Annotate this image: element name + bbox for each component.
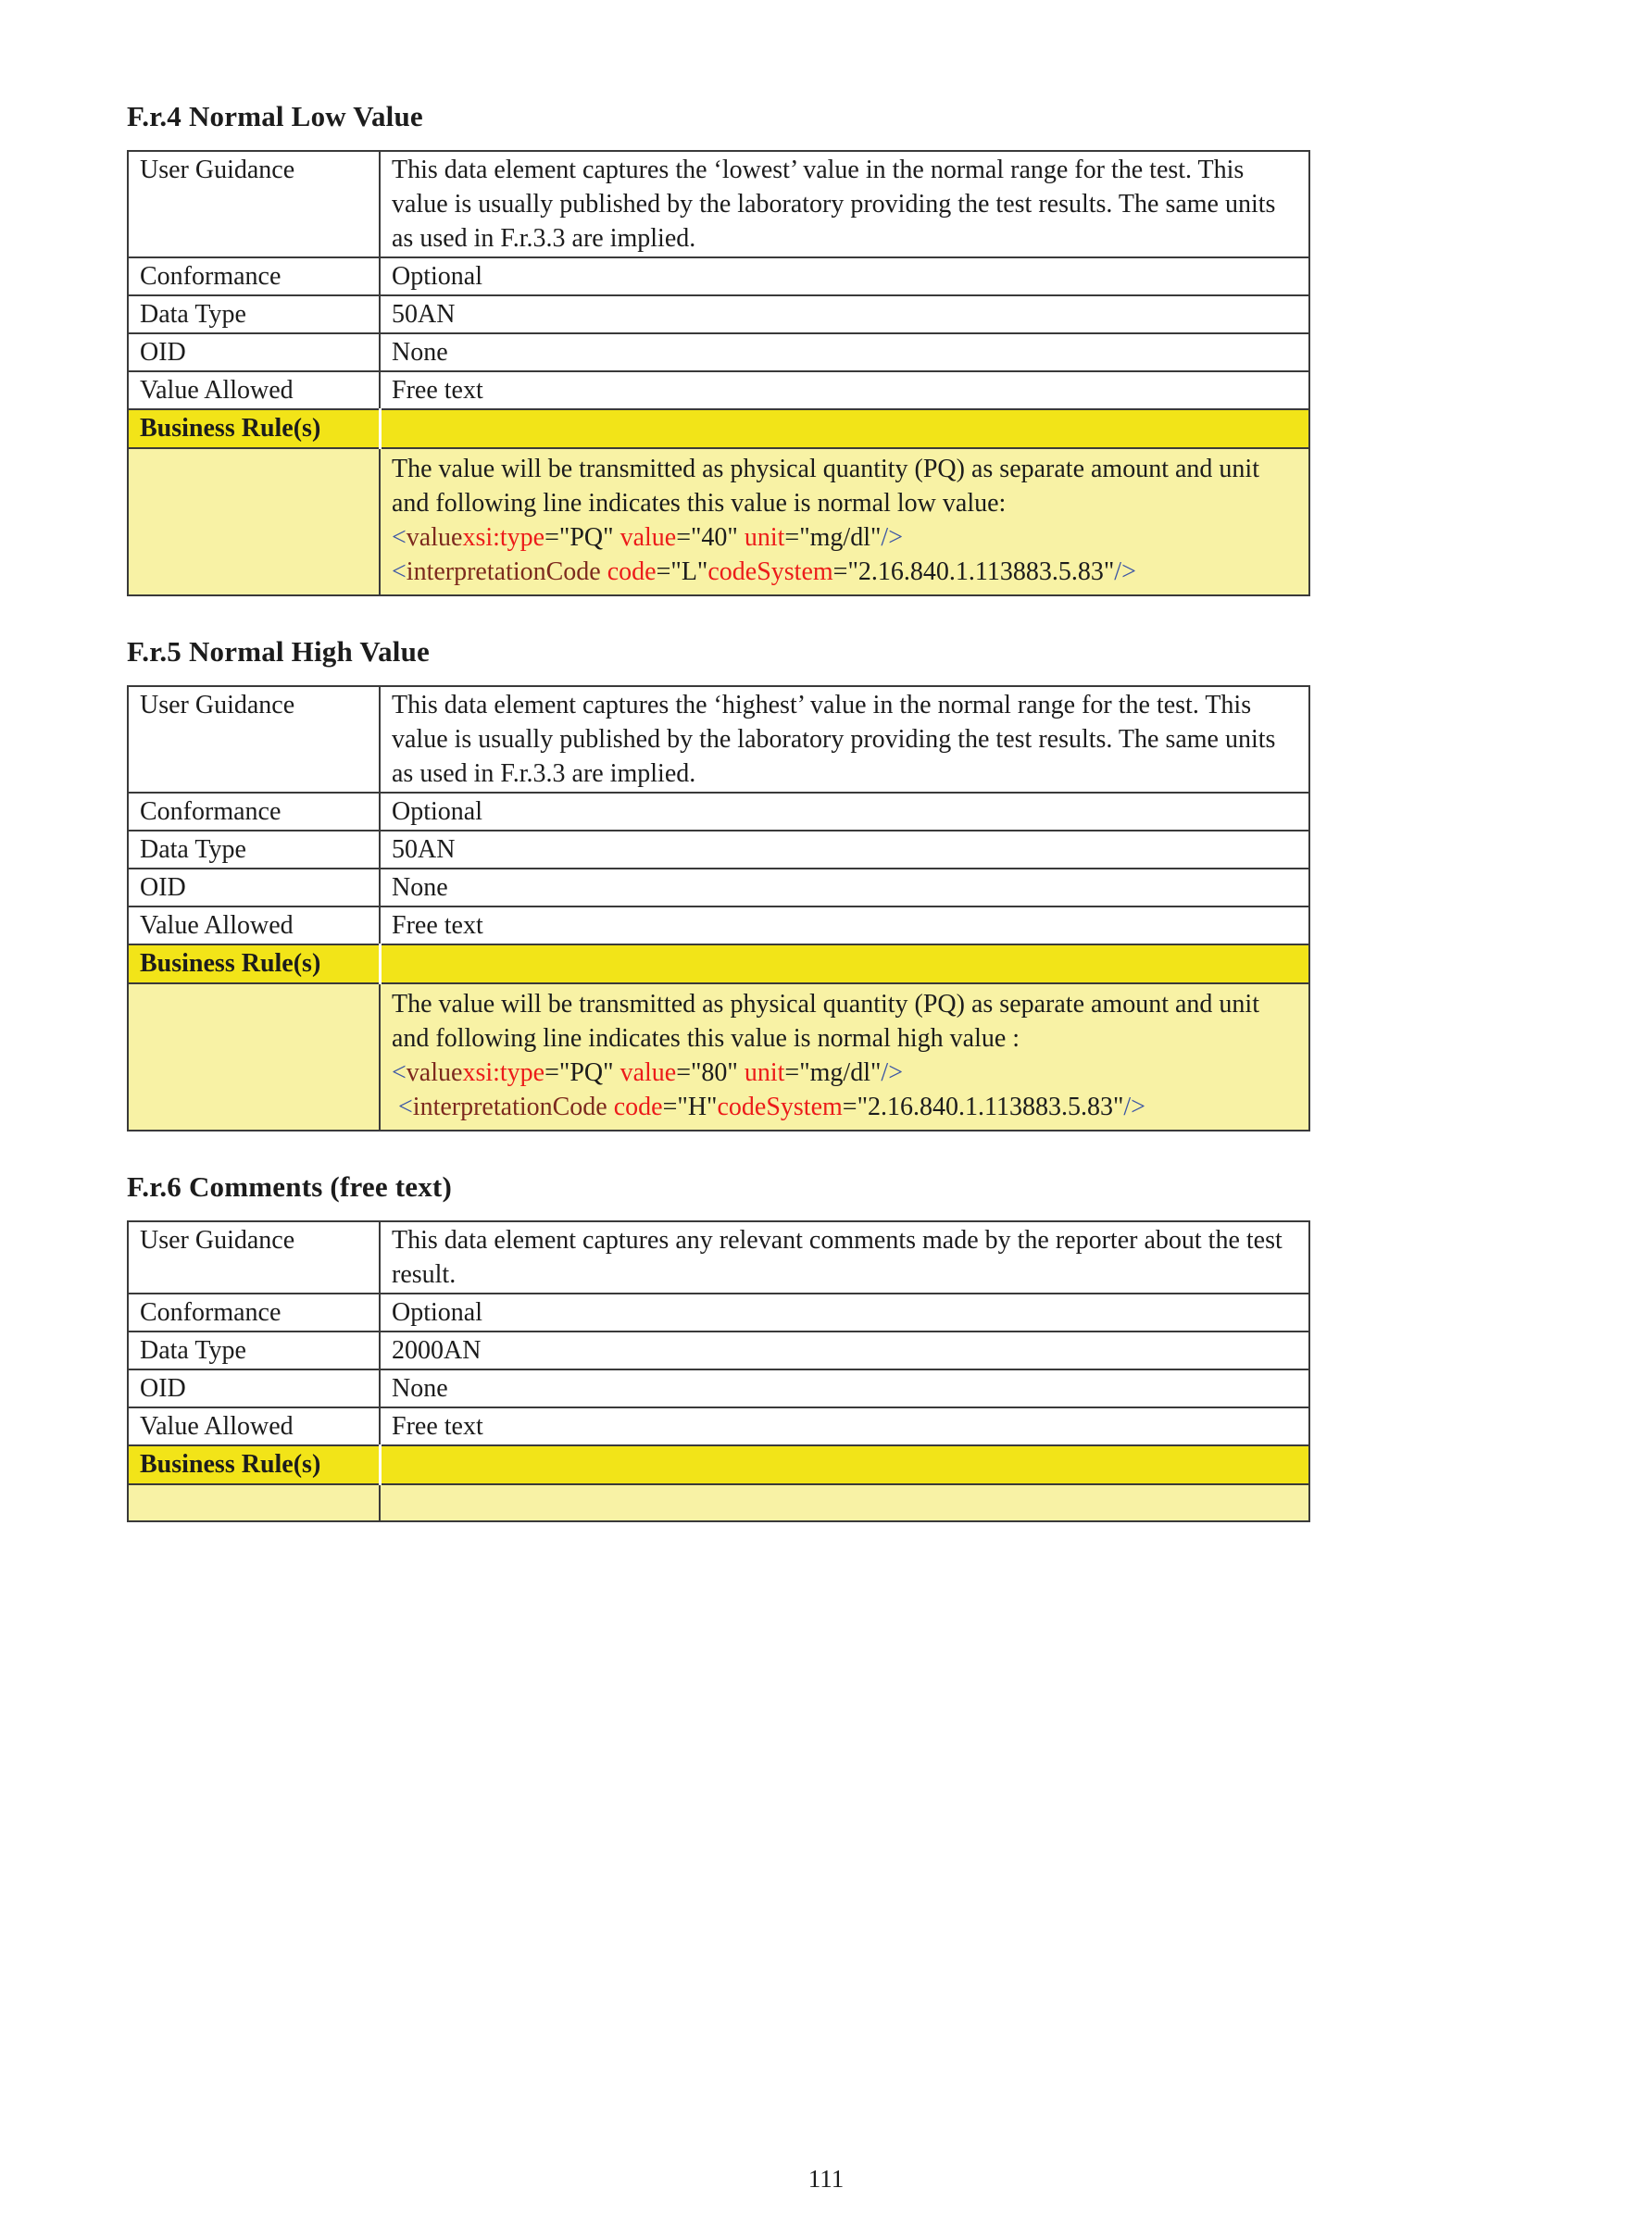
page-number: 111	[807, 2165, 845, 2193]
row-value: None	[380, 869, 1309, 906]
table-row-user-guidance	[128, 1221, 1309, 1294]
table-row-user-guidance	[128, 151, 1309, 257]
table-row-user-guidance	[128, 686, 1309, 793]
section-heading: F.r.5 Normal High Value	[127, 635, 430, 668]
row-value: Free text	[380, 906, 1309, 944]
row-value: None	[380, 333, 1309, 371]
row-label: Value Allowed	[128, 1407, 380, 1445]
table-row-conformance	[128, 257, 1309, 295]
table-row-data-type	[128, 831, 1309, 869]
table-row-conformance	[128, 793, 1309, 831]
table-row-value-allowed	[128, 1407, 1309, 1445]
business-rule-text: The value will be transmitted as physical quantity (PQ) as separate amount and unit and following line indicates this value is normal high value :	[392, 990, 1259, 1053]
table-row-oid	[128, 1369, 1309, 1407]
xml-code-line: <valuexsi:type="PQ" value="80" unit="mg/dl"/>	[392, 1058, 903, 1087]
row-label: Conformance	[128, 793, 380, 831]
xml-code-line: <interpretationCode code="L"codeSystem="2.16.840.1.113883.5.83"/>	[392, 557, 1136, 586]
business-rules-label: Business Rule(s)	[128, 1445, 380, 1484]
row-label: Data Type	[128, 831, 380, 869]
business-rules-content-row	[128, 983, 1309, 1131]
row-label: User Guidance	[128, 151, 380, 257]
row-label: Value Allowed	[128, 371, 380, 409]
row-value: Optional	[380, 257, 1309, 295]
xml-code-line: <valuexsi:type="PQ" value="40" unit="mg/dl"/>	[392, 523, 903, 552]
section-heading: F.r.6 Comments (free text)	[127, 1170, 452, 1203]
spec-table-fr6	[127, 1220, 1310, 1522]
table-row-data-type	[128, 1332, 1309, 1369]
business-rules-header-empty-cell	[380, 944, 1309, 983]
row-value: 50AN	[380, 831, 1309, 869]
business-rules-label: Business Rule(s)	[128, 409, 380, 448]
row-value: Optional	[380, 1294, 1309, 1332]
business-rules-content-cell	[380, 983, 1309, 1131]
table-row-value-allowed	[128, 906, 1309, 944]
section-fr4-normal-low-value	[0, 100, 1652, 596]
section-fr5-normal-high-value	[0, 635, 1652, 1132]
row-label: User Guidance	[128, 686, 380, 793]
row-value: Optional	[380, 793, 1309, 831]
row-label: Conformance	[128, 257, 380, 295]
row-label: Data Type	[128, 1332, 380, 1369]
business-rules-content-row	[128, 448, 1309, 595]
business-rules-content-empty-cell	[128, 983, 380, 1131]
row-label: OID	[128, 869, 380, 906]
row-label: OID	[128, 1369, 380, 1407]
row-value: Free text	[380, 371, 1309, 409]
business-rules-header-empty-cell	[380, 1445, 1309, 1484]
row-value: 50AN	[380, 295, 1309, 333]
xml-code-line: <interpretationCode code="H"codeSystem="2.16.840.1.113883.5.83"/>	[398, 1093, 1145, 1121]
section-fr6-comments	[0, 1170, 1652, 1522]
section-heading: F.r.4 Normal Low Value	[127, 100, 423, 132]
business-rules-content-empty-cell	[128, 448, 380, 595]
spec-table-fr5	[127, 685, 1310, 1132]
spec-table-fr4	[127, 150, 1310, 596]
business-rules-header-row	[128, 944, 1309, 983]
business-rule-text: The value will be transmitted as physical quantity (PQ) as separate amount and unit and following line indicates this value is normal low value:	[392, 455, 1259, 518]
business-rules-header-row	[128, 1445, 1309, 1484]
row-value: None	[380, 1369, 1309, 1407]
table-row-oid	[128, 333, 1309, 371]
row-value: Free text	[380, 1407, 1309, 1445]
row-label: User Guidance	[128, 1221, 380, 1294]
row-value: This data element captures any relevant comments made by the reporter about the test result.	[380, 1221, 1309, 1294]
business-rules-label: Business Rule(s)	[128, 944, 380, 983]
row-label: Conformance	[128, 1294, 380, 1332]
row-label: Value Allowed	[128, 906, 380, 944]
business-rules-header-empty-cell	[380, 409, 1309, 448]
table-row-value-allowed	[128, 371, 1309, 409]
empty-cell	[380, 1484, 1309, 1521]
business-rules-empty-row	[128, 1484, 1309, 1521]
table-row-data-type	[128, 295, 1309, 333]
row-value: This data element captures the ‘highest’ value in the normal range for the test. This value is usually published by the laboratory providing the test results. The same units as used in F.r.3.3 are implied.	[380, 686, 1309, 793]
row-value: This data element captures the ‘lowest’ value in the normal range for the test. This value is usually published by the laboratory providing the test results. The same units as used in F.r.3.3 are implied.	[380, 151, 1309, 257]
table-row-conformance	[128, 1294, 1309, 1332]
row-label: Data Type	[128, 295, 380, 333]
business-rules-header-row	[128, 409, 1309, 448]
empty-cell	[128, 1484, 380, 1521]
row-value: 2000AN	[380, 1332, 1309, 1369]
table-row-oid	[128, 869, 1309, 906]
row-label: OID	[128, 333, 380, 371]
business-rules-content-cell	[380, 448, 1309, 595]
